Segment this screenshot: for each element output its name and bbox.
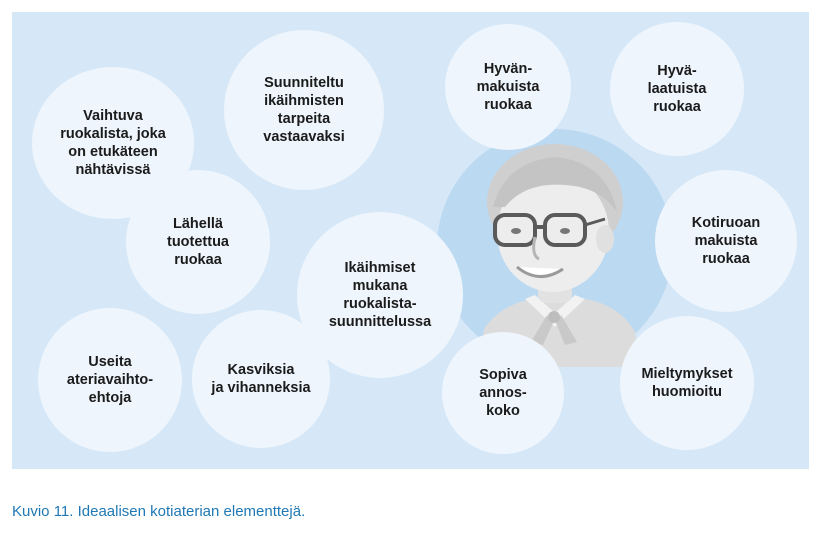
bubble-kotiruoan: [655, 170, 797, 312]
figure-caption: Kuvio 11. Ideaalisen kotiaterian elementtejä.: [12, 503, 306, 520]
diagram-panel: [12, 12, 809, 469]
bubble-mieltymykset: [620, 316, 754, 450]
bubble-label: Kasviksia ja vihanneksia: [211, 362, 311, 396]
bubble-label: Ikäihmiset mukana ruokalista- suunnittelussa: [328, 260, 432, 330]
bubble-label: Useita ateriavaihto- ehtoja: [66, 354, 154, 406]
bubble-label: Sopiva annos- koko: [479, 367, 527, 419]
bubble-label: Lähellä tuotettua ruokaa: [166, 216, 229, 268]
bubble-suunniteltu: [224, 30, 384, 190]
bubble-hyvanmakuista: [445, 24, 571, 150]
bubble-kasviksia: [192, 310, 330, 448]
bubble-hyvalaatuista: [610, 22, 744, 156]
bubble-label: Suunniteltu ikäihmisten tarpeita vastaavaksi: [263, 75, 345, 145]
elderly-woman-illustration: [435, 127, 675, 367]
bubble-sopiva: [442, 332, 564, 454]
bubble-label: Mieltymykset huomioitu: [641, 366, 733, 400]
bubble-label: Kotiruoan makuista ruokaa: [691, 215, 761, 267]
bubble-label: Vaihtuva ruokalista, joka on etukäteen nähtävissä: [60, 108, 166, 178]
bubble-label: Hyvä- laatuista ruokaa: [647, 63, 707, 115]
bubble-lahella: [126, 170, 270, 314]
bubble-useita: [38, 308, 182, 452]
bubble-label: Hyvän- makuista ruokaa: [476, 61, 540, 113]
